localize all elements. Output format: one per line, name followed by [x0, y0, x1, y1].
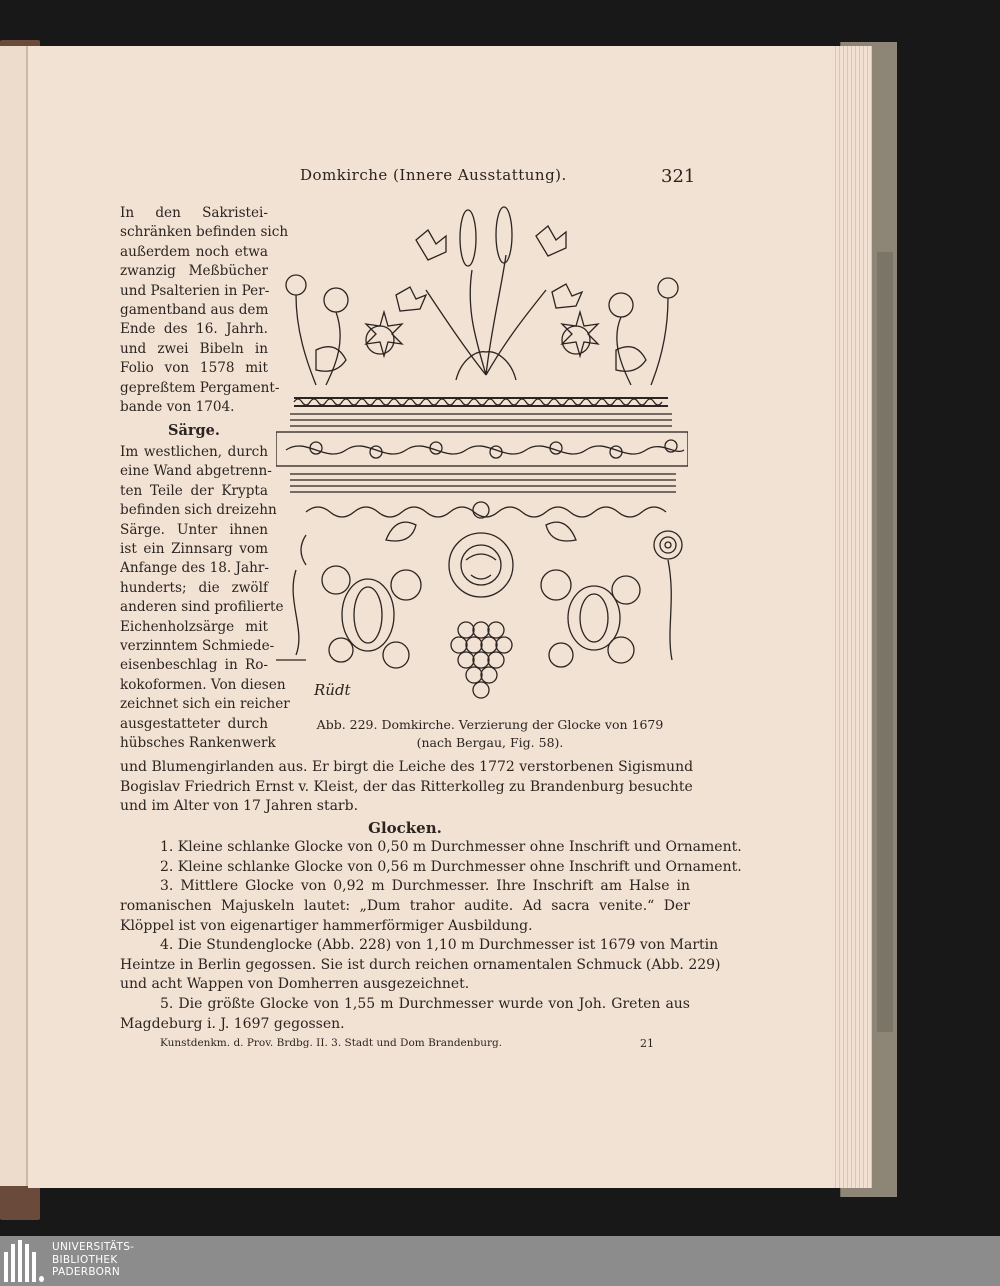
bell-ornament-figure: [276, 200, 688, 708]
text-line: Särge. Unter ihnen: [120, 521, 268, 538]
text-line: Anfange des 18. Jahr-: [120, 560, 269, 577]
bell-ornament-engraving: [276, 200, 688, 708]
floral-frieze: [286, 207, 678, 385]
text-line: befinden sich dreizehn: [120, 502, 277, 519]
caption-line: (nach Bergau, Fig. 58).: [416, 735, 564, 750]
list-item: 5. Die größte Glocke von 1,55 m Durchmesser wurde von Joh. Greten aus: [160, 995, 690, 1012]
text-line: schränken befinden sich: [120, 224, 289, 241]
text-line: und acht Wappen von Domherren ausgezeichnet.: [120, 976, 470, 993]
footer-signature-line: Kunstdenkm. d. Prov. Brdbg. II. 3. Stadt und Dom Brandenburg.: [160, 1037, 503, 1049]
text-line: gamentband aus dem: [120, 302, 269, 319]
footer-sheet-number: 21: [640, 1037, 654, 1050]
text-line: ist ein Zinnsarg vom: [120, 540, 268, 557]
figure-caption: [290, 716, 690, 752]
page-edges: [828, 46, 872, 1188]
text-line: hübsches Rankenwerk: [120, 734, 276, 751]
text-line: zwanzig Meßbücher: [120, 263, 268, 280]
cover-cloth-spine: [877, 252, 893, 1032]
text-line: verzinntem Schmiede-: [120, 637, 275, 654]
grape-cluster: [451, 622, 512, 698]
library-banner: [0, 1236, 1000, 1286]
text-line: und im Alter von 17 Jahren starb.: [120, 798, 359, 815]
library-name: [52, 1241, 134, 1279]
text-line: und Psalterien in Per-: [120, 282, 270, 299]
text-line: hunderts; die zwölf: [120, 579, 268, 596]
text-line: kokoformen. Von diesen: [120, 676, 286, 693]
text-line: romanischen Majuskeln lautet: „Dum trahor audite. Ad sacra venite.“ Der: [120, 897, 690, 914]
list-item: 1. Kleine schlanke Glocke von 0,50 m Durchmesser ohne Inschrift und Ornament.: [160, 839, 742, 856]
list-item: 4. Die Stundenglocke (Abb. 228) von 1,10 m Durchmesser ist 1679 von Martin: [160, 937, 719, 954]
text-line: ausgestatteter durch: [120, 715, 268, 732]
text-line: Heintze in Berlin gegossen. Sie ist durch reichen ornamentalen Schmuck (Abb. 229): [120, 956, 721, 973]
body-text: [120, 758, 742, 1034]
library-name-line: PADERBORN: [52, 1266, 120, 1278]
library-name-line: UNIVERSITÄTS-: [52, 1241, 135, 1253]
text-line: anderen sind profilierte: [120, 599, 284, 616]
text-line: ten Teile der Krypta: [120, 482, 268, 499]
text-line: Ende des 16. Jahrh.: [120, 321, 268, 338]
list-item: 2. Kleine schlanke Glocke von 0,56 m Durchmesser ohne Inschrift und Ornament.: [160, 858, 742, 875]
text-line: eisenbeschlag in Ro-: [120, 657, 268, 674]
list-item: 3. Mittlere Glocke von 0,92 m Durchmesser. Ihre Inschrift am Halse in: [160, 878, 690, 895]
page-number: 321: [661, 166, 696, 187]
text-line: Magdeburg i. J. 1697 gegossen.: [120, 1015, 345, 1032]
text-line: und Blumengirlanden aus. Er birgt die Leiche des 1772 verstorbenen Sigismund: [120, 759, 694, 775]
text-line: zeichnet sich ein reicher: [120, 696, 290, 713]
text-line: bande von 1704.: [120, 399, 235, 416]
engraver-signature: Rüdt: [314, 681, 351, 699]
text-line: Eichenholzsärge mit: [120, 618, 268, 635]
section-heading-glocken: Glocken.: [368, 818, 442, 837]
text-line: gepreßtem Pergament-: [120, 379, 280, 396]
library-name-line: BIBLIOTHEK: [52, 1253, 118, 1266]
running-head: Domkirche (Innere Ausstattung).: [300, 166, 567, 184]
section-heading-saerge: Särge.: [168, 422, 220, 440]
left-page-edge: [0, 46, 28, 1186]
text-line: Folio von 1578 mit: [120, 360, 268, 377]
text-line: und zwei Bibeln in: [120, 340, 268, 357]
text-line: Im westlichen, durch: [120, 443, 268, 460]
library-logo-icon: [4, 1240, 44, 1282]
text-line: eine Wand abgetrenn-: [120, 463, 272, 480]
text-line: Bogislav Friedrich Ernst v. Kleist, der das Ritterkolleg zu Brandenburg besuchte: [120, 778, 693, 795]
moulding-bands: [276, 398, 688, 518]
text-line: Klöppel ist von eigenartiger hammerförmiger Ausbildung.: [120, 917, 533, 934]
text-line: außerdem noch etwa: [120, 243, 268, 260]
text-line: In den Sakristei-: [120, 205, 268, 221]
caption-line: Abb. 229. Domkirche. Verzierung der Glocke von 1679: [316, 717, 664, 732]
fruit-garland: [276, 522, 682, 698]
left-column-text: [120, 204, 290, 753]
